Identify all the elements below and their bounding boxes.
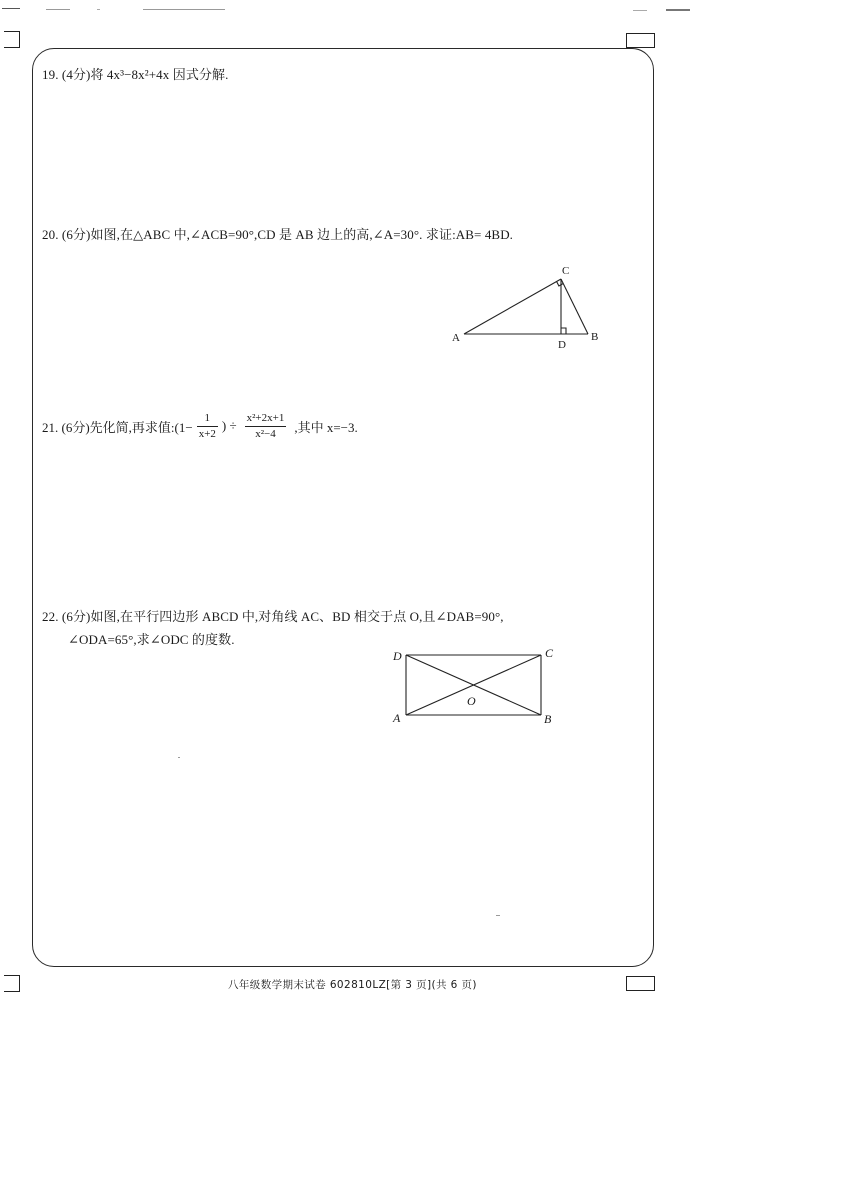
side-ac [464,279,561,334]
label-o: O [467,694,476,708]
page-footer: 八年级数学期末试卷 602810LZ[第 3 页](共 6 页) [228,979,477,991]
scan-artifact [2,8,20,9]
label-a: A [452,332,460,344]
label-d: D [558,339,566,351]
right-angle-mark-d [561,328,566,334]
corner-mark-top-right [626,33,655,48]
fraction-2-denominator: x²−4 [255,427,276,440]
question-22-line-1: 22. (6分)如图,在平行四边形 ABCD 中,对角线 AC、BD 相交于点 O,且∠DAB=90°, [42,609,504,624]
corner-mark-top-left [4,31,20,48]
scan-artifact [633,10,647,11]
rectangle-figure [388,643,558,731]
label-c: C [562,265,570,277]
question-21-prefix: 21. (6分)先化简,再求值:(1− [42,419,193,435]
fraction-1 [197,412,218,441]
fraction-1-denominator: x+2 [198,427,216,440]
label-d: D [393,649,402,663]
fraction-bar [197,426,218,427]
scan-artifact [97,9,100,10]
label-a: A [393,711,401,725]
scan-artifact [666,9,690,11]
label-b: B [544,712,552,726]
corner-mark-bottom-left [4,975,20,992]
corner-mark-bottom-right [626,976,655,991]
question-21-divide: ) ÷ [221,418,237,433]
fraction-2-numerator: x²+2x+1 [246,411,285,424]
side-cb [561,279,588,334]
fraction-bar [245,426,287,427]
triangle-figure [445,262,610,354]
question-21 [42,410,358,442]
scan-artifact [46,9,70,10]
question-21-suffix: ,其中 x=−3. [294,419,358,435]
question-22-line-2: ∠ODA=65°,求∠ODC 的度数. [68,632,235,647]
scan-artifact [143,9,225,10]
answer-frame [32,48,654,967]
fraction-2 [245,412,287,441]
fraction-1-numerator: 1 [204,411,211,424]
label-c: C [545,646,554,660]
label-b: B [591,331,599,343]
question-19: 19. (4分)将 4x³−8x²+4x 因式分解. [42,67,229,82]
question-20: 20. (6分)如图,在△ABC 中,∠ACB=90°,CD 是 AB 边上的高,∠A=30°. 求证:AB= 4BD. [42,227,514,242]
